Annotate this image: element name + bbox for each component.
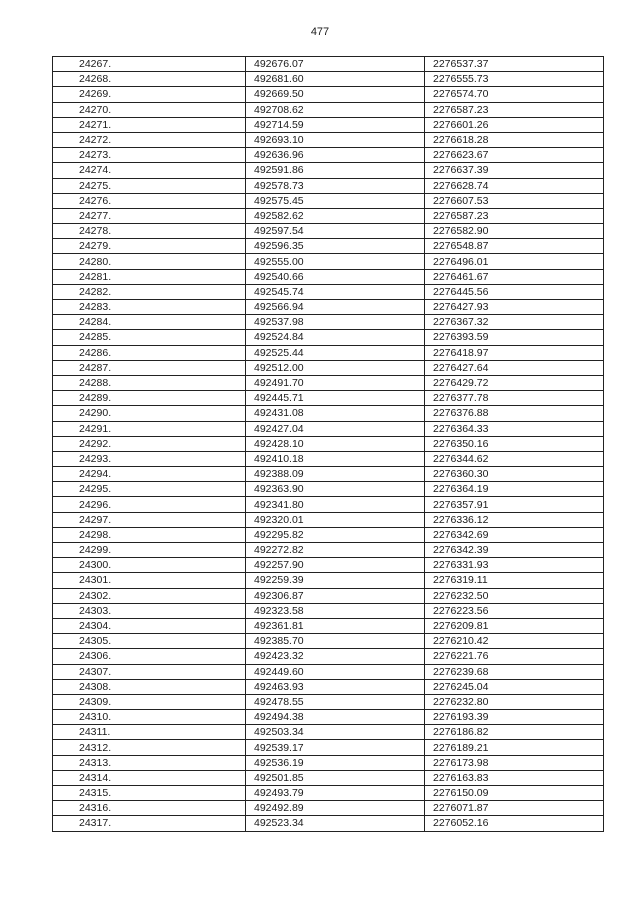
table-row xyxy=(53,421,604,436)
x-coordinate-cell: 492341.80 xyxy=(246,497,425,512)
table-row xyxy=(53,558,604,573)
y-coordinate-cell: 2276239.68 xyxy=(425,664,604,679)
table-row xyxy=(53,391,604,406)
point-number-cell: 24280. xyxy=(53,254,246,269)
point-number-cell: 24296. xyxy=(53,497,246,512)
x-coordinate-cell: 492361.81 xyxy=(246,618,425,633)
point-number-cell: 24289. xyxy=(53,391,246,406)
point-number-cell: 24313. xyxy=(53,755,246,770)
y-coordinate-cell: 2276344.62 xyxy=(425,451,604,466)
table-row xyxy=(53,497,604,512)
y-coordinate-cell: 2276163.83 xyxy=(425,770,604,785)
point-number-cell: 24286. xyxy=(53,345,246,360)
point-number-cell: 24279. xyxy=(53,239,246,254)
y-coordinate-cell: 2276496.01 xyxy=(425,254,604,269)
x-coordinate-cell: 492545.74 xyxy=(246,284,425,299)
table-row xyxy=(53,679,604,694)
x-coordinate-cell: 492525.44 xyxy=(246,345,425,360)
point-number-cell: 24302. xyxy=(53,588,246,603)
point-number-cell: 24311. xyxy=(53,725,246,740)
point-number-cell: 24305. xyxy=(53,634,246,649)
x-coordinate-cell: 492323.58 xyxy=(246,603,425,618)
y-coordinate-cell: 2276350.16 xyxy=(425,436,604,451)
point-number-cell: 24314. xyxy=(53,770,246,785)
x-coordinate-cell: 492669.50 xyxy=(246,87,425,102)
x-coordinate-cell: 492597.54 xyxy=(246,224,425,239)
y-coordinate-cell: 2276555.73 xyxy=(425,72,604,87)
y-coordinate-cell: 2276427.93 xyxy=(425,300,604,315)
table-row xyxy=(53,87,604,102)
point-number-cell: 24293. xyxy=(53,451,246,466)
table-row xyxy=(53,208,604,223)
point-number-cell: 24309. xyxy=(53,694,246,709)
x-coordinate-cell: 492681.60 xyxy=(246,72,425,87)
x-coordinate-cell: 492591.86 xyxy=(246,163,425,178)
point-number-cell: 24271. xyxy=(53,117,246,132)
x-coordinate-cell: 492449.60 xyxy=(246,664,425,679)
y-coordinate-cell: 2276582.90 xyxy=(425,224,604,239)
y-coordinate-cell: 2276150.09 xyxy=(425,786,604,801)
x-coordinate-cell: 492582.62 xyxy=(246,208,425,223)
point-number-cell: 24282. xyxy=(53,284,246,299)
x-coordinate-cell: 492501.85 xyxy=(246,770,425,785)
table-row xyxy=(53,330,604,345)
table-row xyxy=(53,451,604,466)
x-coordinate-cell: 492295.82 xyxy=(246,527,425,542)
point-number-cell: 24303. xyxy=(53,603,246,618)
y-coordinate-cell: 2276461.67 xyxy=(425,269,604,284)
y-coordinate-cell: 2276623.67 xyxy=(425,148,604,163)
y-coordinate-cell: 2276429.72 xyxy=(425,375,604,390)
point-number-cell: 24304. xyxy=(53,618,246,633)
point-number-cell: 24274. xyxy=(53,163,246,178)
point-number-cell: 24283. xyxy=(53,300,246,315)
table-row xyxy=(53,436,604,451)
coordinates-table-body xyxy=(53,57,604,832)
x-coordinate-cell: 492491.70 xyxy=(246,375,425,390)
table-row xyxy=(53,467,604,482)
point-number-cell: 24277. xyxy=(53,208,246,223)
y-coordinate-cell: 2276071.87 xyxy=(425,801,604,816)
y-coordinate-cell: 2276189.21 xyxy=(425,740,604,755)
y-coordinate-cell: 2276618.28 xyxy=(425,132,604,147)
y-coordinate-cell: 2276173.98 xyxy=(425,755,604,770)
y-coordinate-cell: 2276548.87 xyxy=(425,239,604,254)
table-row xyxy=(53,725,604,740)
point-number-cell: 24285. xyxy=(53,330,246,345)
table-row xyxy=(53,148,604,163)
table-row xyxy=(53,801,604,816)
table-row xyxy=(53,543,604,558)
table-row xyxy=(53,649,604,664)
table-row xyxy=(53,770,604,785)
point-number-cell: 24292. xyxy=(53,436,246,451)
y-coordinate-cell: 2276427.64 xyxy=(425,360,604,375)
table-row xyxy=(53,603,604,618)
y-coordinate-cell: 2276364.19 xyxy=(425,482,604,497)
point-number-cell: 24317. xyxy=(53,816,246,831)
point-number-cell: 24295. xyxy=(53,482,246,497)
point-number-cell: 24281. xyxy=(53,269,246,284)
x-coordinate-cell: 492410.18 xyxy=(246,451,425,466)
y-coordinate-cell: 2276186.82 xyxy=(425,725,604,740)
y-coordinate-cell: 2276336.12 xyxy=(425,512,604,527)
x-coordinate-cell: 492259.39 xyxy=(246,573,425,588)
table-row xyxy=(53,482,604,497)
table-row xyxy=(53,634,604,649)
point-number-cell: 24275. xyxy=(53,178,246,193)
x-coordinate-cell: 492427.04 xyxy=(246,421,425,436)
x-coordinate-cell: 492539.17 xyxy=(246,740,425,755)
y-coordinate-cell: 2276637.39 xyxy=(425,163,604,178)
point-number-cell: 24312. xyxy=(53,740,246,755)
y-coordinate-cell: 2276376.88 xyxy=(425,406,604,421)
table-row xyxy=(53,406,604,421)
y-coordinate-cell: 2276364.33 xyxy=(425,421,604,436)
point-number-cell: 24278. xyxy=(53,224,246,239)
y-coordinate-cell: 2276052.16 xyxy=(425,816,604,831)
point-number-cell: 24273. xyxy=(53,148,246,163)
table-row xyxy=(53,694,604,709)
x-coordinate-cell: 492676.07 xyxy=(246,57,425,72)
y-coordinate-cell: 2276445.56 xyxy=(425,284,604,299)
point-number-cell: 24267. xyxy=(53,57,246,72)
point-number-cell: 24310. xyxy=(53,710,246,725)
table-row xyxy=(53,117,604,132)
table-row xyxy=(53,588,604,603)
point-number-cell: 24270. xyxy=(53,102,246,117)
table-row xyxy=(53,816,604,831)
point-number-cell: 24268. xyxy=(53,72,246,87)
table-row xyxy=(53,239,604,254)
table-row xyxy=(53,786,604,801)
x-coordinate-cell: 492320.01 xyxy=(246,512,425,527)
x-coordinate-cell: 492306.87 xyxy=(246,588,425,603)
point-number-cell: 24300. xyxy=(53,558,246,573)
table-row xyxy=(53,345,604,360)
table-row xyxy=(53,755,604,770)
x-coordinate-cell: 492431.08 xyxy=(246,406,425,421)
y-coordinate-cell: 2276223.56 xyxy=(425,603,604,618)
x-coordinate-cell: 492363.90 xyxy=(246,482,425,497)
x-coordinate-cell: 492493.79 xyxy=(246,786,425,801)
y-coordinate-cell: 2276319.11 xyxy=(425,573,604,588)
y-coordinate-cell: 2276221.76 xyxy=(425,649,604,664)
x-coordinate-cell: 492445.71 xyxy=(246,391,425,406)
table-row xyxy=(53,178,604,193)
table-row xyxy=(53,300,604,315)
y-coordinate-cell: 2276193.39 xyxy=(425,710,604,725)
x-coordinate-cell: 492385.70 xyxy=(246,634,425,649)
y-coordinate-cell: 2276367.32 xyxy=(425,315,604,330)
y-coordinate-cell: 2276210.42 xyxy=(425,634,604,649)
table-row xyxy=(53,57,604,72)
point-number-cell: 24297. xyxy=(53,512,246,527)
x-coordinate-cell: 492272.82 xyxy=(246,543,425,558)
x-coordinate-cell: 492578.73 xyxy=(246,178,425,193)
x-coordinate-cell: 492537.98 xyxy=(246,315,425,330)
y-coordinate-cell: 2276393.59 xyxy=(425,330,604,345)
y-coordinate-cell: 2276418.97 xyxy=(425,345,604,360)
x-coordinate-cell: 492575.45 xyxy=(246,193,425,208)
point-number-cell: 24308. xyxy=(53,679,246,694)
x-coordinate-cell: 492693.10 xyxy=(246,132,425,147)
point-number-cell: 24291. xyxy=(53,421,246,436)
point-number-cell: 24272. xyxy=(53,132,246,147)
point-number-cell: 24298. xyxy=(53,527,246,542)
y-coordinate-cell: 2276357.91 xyxy=(425,497,604,512)
table-row xyxy=(53,740,604,755)
y-coordinate-cell: 2276628.74 xyxy=(425,178,604,193)
y-coordinate-cell: 2276377.78 xyxy=(425,391,604,406)
y-coordinate-cell: 2276232.50 xyxy=(425,588,604,603)
point-number-cell: 24307. xyxy=(53,664,246,679)
x-coordinate-cell: 492714.59 xyxy=(246,117,425,132)
table-row xyxy=(53,512,604,527)
y-coordinate-cell: 2276587.23 xyxy=(425,208,604,223)
x-coordinate-cell: 492492.89 xyxy=(246,801,425,816)
y-coordinate-cell: 2276360.30 xyxy=(425,467,604,482)
x-coordinate-cell: 492423.32 xyxy=(246,649,425,664)
y-coordinate-cell: 2276232.80 xyxy=(425,694,604,709)
point-number-cell: 24299. xyxy=(53,543,246,558)
point-number-cell: 24269. xyxy=(53,87,246,102)
x-coordinate-cell: 492524.84 xyxy=(246,330,425,345)
point-number-cell: 24290. xyxy=(53,406,246,421)
x-coordinate-cell: 492494.38 xyxy=(246,710,425,725)
point-number-cell: 24301. xyxy=(53,573,246,588)
table-row xyxy=(53,269,604,284)
x-coordinate-cell: 492428.10 xyxy=(246,436,425,451)
point-number-cell: 24276. xyxy=(53,193,246,208)
point-number-cell: 24288. xyxy=(53,375,246,390)
table-row xyxy=(53,360,604,375)
x-coordinate-cell: 492503.34 xyxy=(246,725,425,740)
x-coordinate-cell: 492708.62 xyxy=(246,102,425,117)
page-number: 477 xyxy=(310,26,330,38)
y-coordinate-cell: 2276342.69 xyxy=(425,527,604,542)
point-number-cell: 24294. xyxy=(53,467,246,482)
table-row xyxy=(53,573,604,588)
table-row xyxy=(53,72,604,87)
table-row xyxy=(53,193,604,208)
point-number-cell: 24316. xyxy=(53,801,246,816)
x-coordinate-cell: 492388.09 xyxy=(246,467,425,482)
table-row xyxy=(53,618,604,633)
x-coordinate-cell: 492636.96 xyxy=(246,148,425,163)
table-row xyxy=(53,710,604,725)
x-coordinate-cell: 492257.90 xyxy=(246,558,425,573)
x-coordinate-cell: 492478.55 xyxy=(246,694,425,709)
coordinates-table xyxy=(52,56,604,832)
y-coordinate-cell: 2276601.26 xyxy=(425,117,604,132)
table-row xyxy=(53,254,604,269)
x-coordinate-cell: 492463.93 xyxy=(246,679,425,694)
x-coordinate-cell: 492523.34 xyxy=(246,816,425,831)
table-row xyxy=(53,224,604,239)
y-coordinate-cell: 2276574.70 xyxy=(425,87,604,102)
point-number-cell: 24315. xyxy=(53,786,246,801)
y-coordinate-cell: 2276245.04 xyxy=(425,679,604,694)
point-number-cell: 24306. xyxy=(53,649,246,664)
point-number-cell: 24287. xyxy=(53,360,246,375)
x-coordinate-cell: 492536.19 xyxy=(246,755,425,770)
y-coordinate-cell: 2276587.23 xyxy=(425,102,604,117)
y-coordinate-cell: 2276331.93 xyxy=(425,558,604,573)
x-coordinate-cell: 492596.35 xyxy=(246,239,425,254)
table-row xyxy=(53,284,604,299)
y-coordinate-cell: 2276342.39 xyxy=(425,543,604,558)
table-row xyxy=(53,315,604,330)
table-row xyxy=(53,375,604,390)
y-coordinate-cell: 2276209.81 xyxy=(425,618,604,633)
x-coordinate-cell: 492540.66 xyxy=(246,269,425,284)
x-coordinate-cell: 492555.00 xyxy=(246,254,425,269)
y-coordinate-cell: 2276607.53 xyxy=(425,193,604,208)
table-row xyxy=(53,102,604,117)
table-row xyxy=(53,163,604,178)
x-coordinate-cell: 492566.94 xyxy=(246,300,425,315)
y-coordinate-cell: 2276537.37 xyxy=(425,57,604,72)
table-row xyxy=(53,527,604,542)
table-row xyxy=(53,664,604,679)
point-number-cell: 24284. xyxy=(53,315,246,330)
x-coordinate-cell: 492512.00 xyxy=(246,360,425,375)
table-row xyxy=(53,132,604,147)
